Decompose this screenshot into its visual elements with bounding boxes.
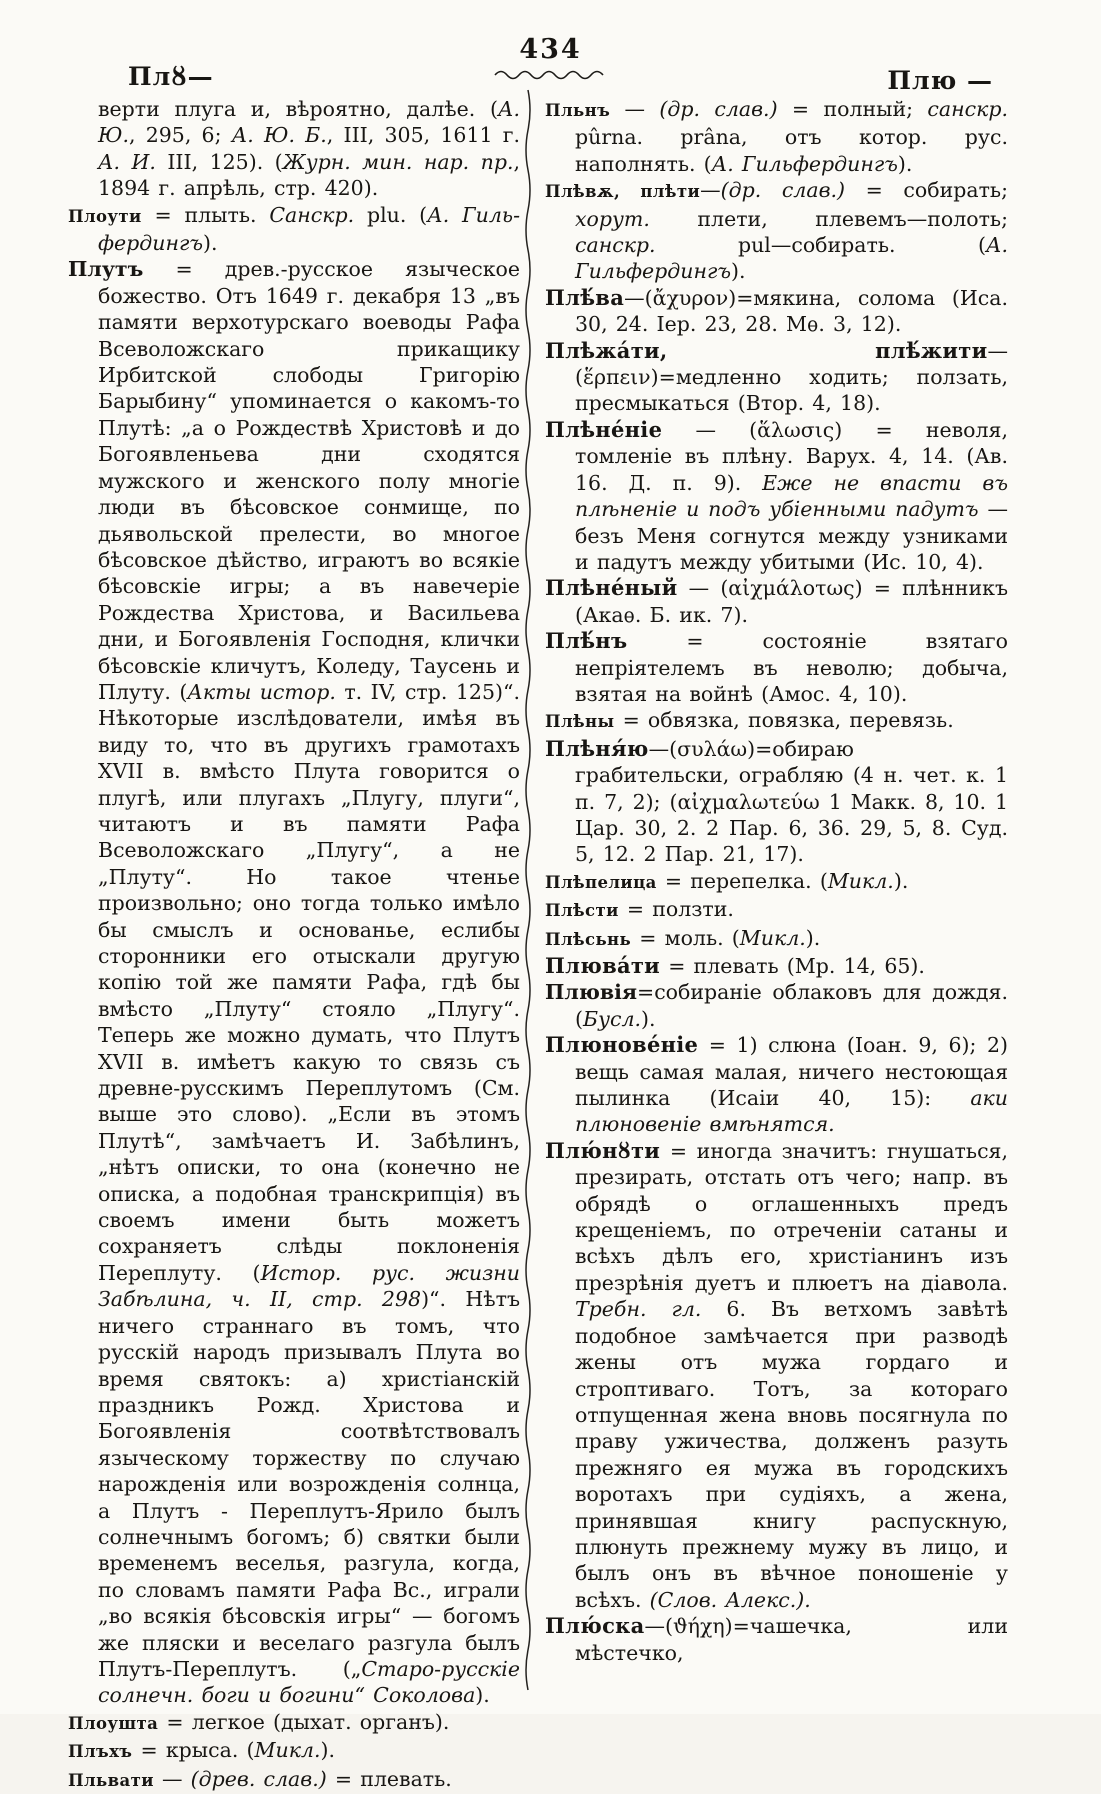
entry-text-run: III, 125). ( bbox=[155, 149, 283, 174]
running-header bbox=[0, 28, 1101, 98]
entry-text-run: санскр. bbox=[927, 97, 1008, 121]
column-divider-squiggle bbox=[523, 90, 533, 1708]
entry-text-run: = 1) слюна (Іоан. 9, 6); 2) вещь самая малая, ничего нестоющая пылинка (Исаіи 40, 15): bbox=[575, 1033, 1008, 1111]
dictionary-entry bbox=[545, 736, 1008, 868]
entry-text-run: Бусл. bbox=[583, 1006, 642, 1031]
entry-text-run: плети, плевемъ—полоть; bbox=[649, 206, 1008, 231]
entry-text-run: —(ἄχυρον)=мякина, солома (Иса. 30, 24. Іер. 23, 28. Мѳ. 3, 12). bbox=[575, 285, 1008, 337]
dictionary-entry bbox=[545, 1138, 1008, 1613]
entry-text-run: = иногда значитъ: гнушаться, презирать, отстать отъ чего; напр. въ обрядѣ о оглашенныхъ предъ крещеніемъ, по отреченіи сатаны и всѣхъ дѣлъ его, христіанинъ изъ презрѣнія дуетъ и плюетъ на діавола. bbox=[575, 1138, 1008, 1295]
entry-text-run: Акты истор. bbox=[187, 679, 336, 704]
dictionary-entry bbox=[545, 953, 1008, 979]
entry-text-run: верти плуга и, вѣроятно, далѣе. ( bbox=[98, 97, 498, 121]
entry-text-run: А. Ю. bbox=[98, 97, 520, 148]
entry-text-run: =собираніе облаковъ для дождя. ( bbox=[575, 980, 1008, 1031]
dictionary-entry bbox=[68, 96, 520, 202]
headword: Плѣня́ю bbox=[545, 735, 649, 761]
dictionary-entry bbox=[545, 96, 1008, 177]
entry-text-run: (др. слав.) bbox=[720, 178, 846, 203]
entry-text-run: А. Гильфердингъ bbox=[711, 151, 898, 176]
headword: Плю́ска bbox=[545, 1613, 645, 1639]
entry-text-run: — безъ Меня согнутся между узниками и падутъ между убитыми (Ис. 10, 4). bbox=[575, 497, 1008, 574]
entry-text-run: ). bbox=[320, 1738, 336, 1763]
headword: Плюва́ти bbox=[545, 953, 661, 978]
entry-text-run: )“. Нѣтъ ничего страннаго въ томъ, что русскій народъ призывалъ Плута во время святокъ: а) христіанскій праздникъ Рожд. Христова и Богоявленія соотвѣтствовалъ языческому торжеству по случаю нарожденія или возрожденія солнца, а Плутъ - Переплутъ-Ярило былъ солнечнымъ богомъ; б) святки были временемъ веселья, разгула, когда, по словамъ памяти Рафа Вс., играли „во всякія бѣсовскія игры“ — богомъ же пляски и веселаго разгула былъ Плутъ-Переплутъ. („ bbox=[98, 1287, 521, 1681]
headword: Плювія bbox=[545, 980, 638, 1005]
running-head-left: Плȣ— bbox=[128, 62, 214, 91]
right-column bbox=[545, 96, 1008, 1666]
dictionary-entry bbox=[68, 1766, 520, 1794]
entry-text-run: хорут. bbox=[575, 206, 650, 231]
headword: Плѣсти bbox=[545, 901, 619, 921]
headword: Плѣне́ніе bbox=[545, 416, 663, 442]
entry-text-run: = собирать; bbox=[845, 178, 1008, 203]
entry-text-run: Требн. гл. bbox=[575, 1297, 702, 1322]
entry-text-run: pul—собирать. ( bbox=[655, 233, 986, 258]
entry-text-run: А. Ю. Б. bbox=[231, 123, 327, 148]
left-column bbox=[68, 96, 520, 1794]
entry-text-run: — (ἅλωσις) = неволя, томленіе въ плѣну. Варух. 4, 14. (Ав. 16. Д. п. 9). bbox=[575, 417, 1008, 495]
entry-text-run: — bbox=[153, 1766, 191, 1791]
entry-text-run: = состояніе взятаго непріятелемъ въ неволю; добыча, взятая на войнѣ (Амос. 4, 10). bbox=[575, 629, 1008, 706]
page-number: 434 bbox=[519, 34, 582, 65]
headword: Плъхъ bbox=[68, 1742, 133, 1762]
entry-text-run: = плевать (Мр. 14, 65). bbox=[660, 954, 925, 978]
entry-text-run: = плыть. bbox=[141, 202, 270, 227]
headword: Плѣне́ный bbox=[545, 575, 678, 601]
entry-text-run: аки плюновеніе вмѣнятся. bbox=[575, 1086, 1008, 1137]
headword: Плоушта bbox=[68, 1713, 159, 1733]
entry-text-run: ). bbox=[641, 1006, 656, 1031]
dictionary-entry bbox=[545, 707, 1008, 735]
entry-text-run: —(συλάω)=обираю грабительски, ограбляю (4 н. чет. к. 1 п. 7, 2); (αἰχμαλωτεύω 1 Макк. 8, 10. 1 Цар. 30, 2. 2 Пар. 6, 36. 29, 5, 8. Суд. 5, 12. 2 Пар. 21, 17). bbox=[575, 736, 1008, 867]
entry-text-run: = крыса. ( bbox=[132, 1738, 255, 1763]
entry-text-run: 6. Въ ветхомъ завѣтѣ подобное замѣчается при разводѣ жены отъ мужа гордаго и строптиваго. Тотъ, за котораго отпущенная жена вновь посягнула по праву ужичества, долженъ разуть прежняго ея мужа въ городскихъ воротахъ при судіяхъ, а жена, принявшая книгу распускную, плюнуть прежнему мужу въ лицо, и былъ онъ въ вѣчное поношеніе у всѣхъ. bbox=[575, 1297, 1009, 1612]
headword: Плюнове́ніе bbox=[545, 1032, 699, 1058]
headword: Плѣжа́ти, плѣ́жити bbox=[545, 337, 988, 363]
entry-text-run: Журн. мин. нар. пр. bbox=[282, 149, 514, 174]
entry-text-run: ). bbox=[203, 231, 218, 256]
headword: Плю́нȣти bbox=[545, 1137, 661, 1163]
entry-text-run: (Слов. Алекс.). bbox=[649, 1587, 811, 1612]
page-number-squiggle bbox=[493, 68, 609, 80]
headword: Плѣпелица bbox=[545, 872, 657, 892]
entry-text-run: pûrna. prâna, отъ котор. рус. наполнять. ( bbox=[575, 125, 1008, 176]
entry-text-run: , 295, 6; bbox=[128, 123, 232, 148]
entry-text-run: ). bbox=[731, 259, 746, 284]
entry-text-run: = древ.-русское языческое божество. Отъ 1649 г. декабря 13 „въ памяти верхотурскаго воеводы Рафа Всеволожскаго прикащику Ирбитской слободы Григорію Барыбину“ упоминается о какомъ-то Плутѣ: „а о Рождествѣ Христовѣ и до Богоявленьева дни сходятся мужского и женского полу многіе люди въ бѣсовское сонмище, по дьявольской прелести, во многое бѣсовское дѣйство, играютъ во всякіе бѣсовскіе игры; а въ навечеріе Рождества Христова, и Васильева дни, и Богоявленія Господня, клички бѣсовскіе кличутъ, Коледу, Таусень и Плуту. ( bbox=[98, 257, 520, 704]
text-columns bbox=[0, 96, 1101, 1791]
dictionary-entry bbox=[68, 256, 520, 1708]
headword: Плѣны bbox=[545, 712, 615, 732]
dictionary-entry bbox=[545, 925, 1008, 953]
headword: Плѣсьнь bbox=[545, 929, 632, 949]
entry-text-run: Микл. bbox=[827, 868, 894, 893]
entry-text-run: = полный; bbox=[777, 97, 928, 121]
dictionary-entry bbox=[545, 417, 1008, 575]
entry-text-run: ). bbox=[805, 925, 821, 950]
dictionary-entry bbox=[68, 1709, 520, 1737]
headword: Плѣ́нъ bbox=[545, 628, 628, 654]
entry-text-run: ). bbox=[475, 1683, 490, 1708]
headword: Плутъ bbox=[68, 257, 144, 282]
dictionary-entry bbox=[545, 628, 1008, 707]
dictionary-entry bbox=[545, 896, 1008, 924]
entry-text-run: т. IV, стр. 125)“. Нѣкоторые изслѣдователи, имѣя въ виду то, что въ другихъ грамотахъ XVII в. вмѣсто Плута говорится о плугѣ, или плугахъ „Плугу, плуги“, читаютъ и въ памяти Рафа Всеволожскаго „Плугу“, а не „Плуту“. Но такое чтенье произвольно; оно тогда только имѣло бы смыслъ и основанье, еслибы сторонники его отыскали другую копію той же памяти Рафа, гдѣ бы вмѣсто „Плуту“ стояло „Плугу“. Теперь же можно думать, что Плутъ XVII в. имѣетъ какую то связь съ древне-русскимъ Переплутомъ (См. выше это слово). „Если въ этомъ Плутѣ“, замѣчаетъ И. Забѣлинъ, „нѣтъ описки, то она (конечно не описка, а подобная транскрипція) въ своемъ имени быть можетъ сохраняетъ слѣды поклоненія Переплуту. ( bbox=[98, 679, 520, 1285]
entry-text-run: Микл. bbox=[739, 925, 806, 950]
entry-text-run: (древ. слав.) bbox=[190, 1766, 327, 1791]
dictionary-entry bbox=[545, 285, 1008, 338]
dictionary-entry bbox=[545, 1613, 1008, 1666]
dictionary-entry bbox=[68, 202, 520, 257]
headword: Плѣ́ва bbox=[545, 284, 625, 310]
entry-text-run: —(ϑήχη)=чашечка, или мѣстечко, bbox=[575, 1614, 1008, 1665]
dictionary-entry bbox=[545, 868, 1008, 896]
entry-text-run: = моль. ( bbox=[631, 925, 740, 950]
headword: Пльвати bbox=[68, 1770, 154, 1790]
entry-text-run: , III, 305, 1611 г. bbox=[326, 123, 520, 148]
entry-text-run: А. Гильфердингъ bbox=[98, 202, 520, 256]
entry-text-run: = плевать. bbox=[326, 1766, 452, 1791]
entry-text-run: —(ἕρπειν)=медленно ходить; ползать, пресмыкаться (Втор. 4, 18). bbox=[575, 338, 1008, 416]
entry-text-run: Санскр. bbox=[269, 202, 355, 227]
entry-text-run: , 1894 г. апрѣль, стр. 420). bbox=[98, 149, 521, 201]
headword: Плоути bbox=[68, 206, 142, 226]
entry-text-run: А. Гильфердингъ bbox=[575, 233, 1008, 284]
entry-text-run: санскр. bbox=[575, 233, 656, 258]
entry-text-run: ). bbox=[893, 868, 909, 893]
dictionary-entry bbox=[545, 979, 1008, 1032]
entry-text-run: (др. слав.) bbox=[659, 97, 778, 121]
headword: Плѣвѫ, плѣти bbox=[545, 182, 701, 202]
entry-text-run: Старо-русскіе солнечн. боги и богини“ Соколова bbox=[98, 1656, 520, 1708]
dictionary-entry bbox=[545, 177, 1008, 285]
dictionary-entry bbox=[545, 575, 1008, 628]
entry-text-run: = ползти. bbox=[618, 897, 734, 922]
entry-text-run: = перепелка. ( bbox=[656, 868, 828, 893]
entry-text-run: ). bbox=[897, 151, 913, 176]
entry-text-run: = легкое (дыхат. органъ). bbox=[158, 1709, 450, 1734]
entry-text-run: А. И. bbox=[98, 149, 156, 174]
headword: Пльнъ bbox=[545, 101, 611, 120]
entry-text-run: Микл. bbox=[254, 1738, 321, 1763]
dictionary-entry bbox=[68, 1737, 520, 1765]
dictionary-entry bbox=[545, 1032, 1008, 1138]
entry-text-run: — bbox=[610, 97, 660, 121]
entry-text-run: Еже не впасти въ плѣненіе и подъ убіенными падутъ bbox=[575, 470, 1008, 522]
entry-text-run: = обвязка, повязка, перевязь. bbox=[614, 708, 954, 733]
entry-text-run: — (αἰχμάλοτως) = плѣнникъ (Акаѳ. Б. ик. 7). bbox=[575, 576, 1008, 627]
entry-text-run: Истор. рус. жизни Забѣлина, ч. II, стр. 298 bbox=[98, 1260, 520, 1312]
entry-text-run: — bbox=[700, 178, 721, 203]
running-head-right: Плю — bbox=[887, 66, 993, 95]
dictionary-entry bbox=[545, 338, 1008, 417]
entry-text-run: plu. ( bbox=[354, 202, 428, 227]
